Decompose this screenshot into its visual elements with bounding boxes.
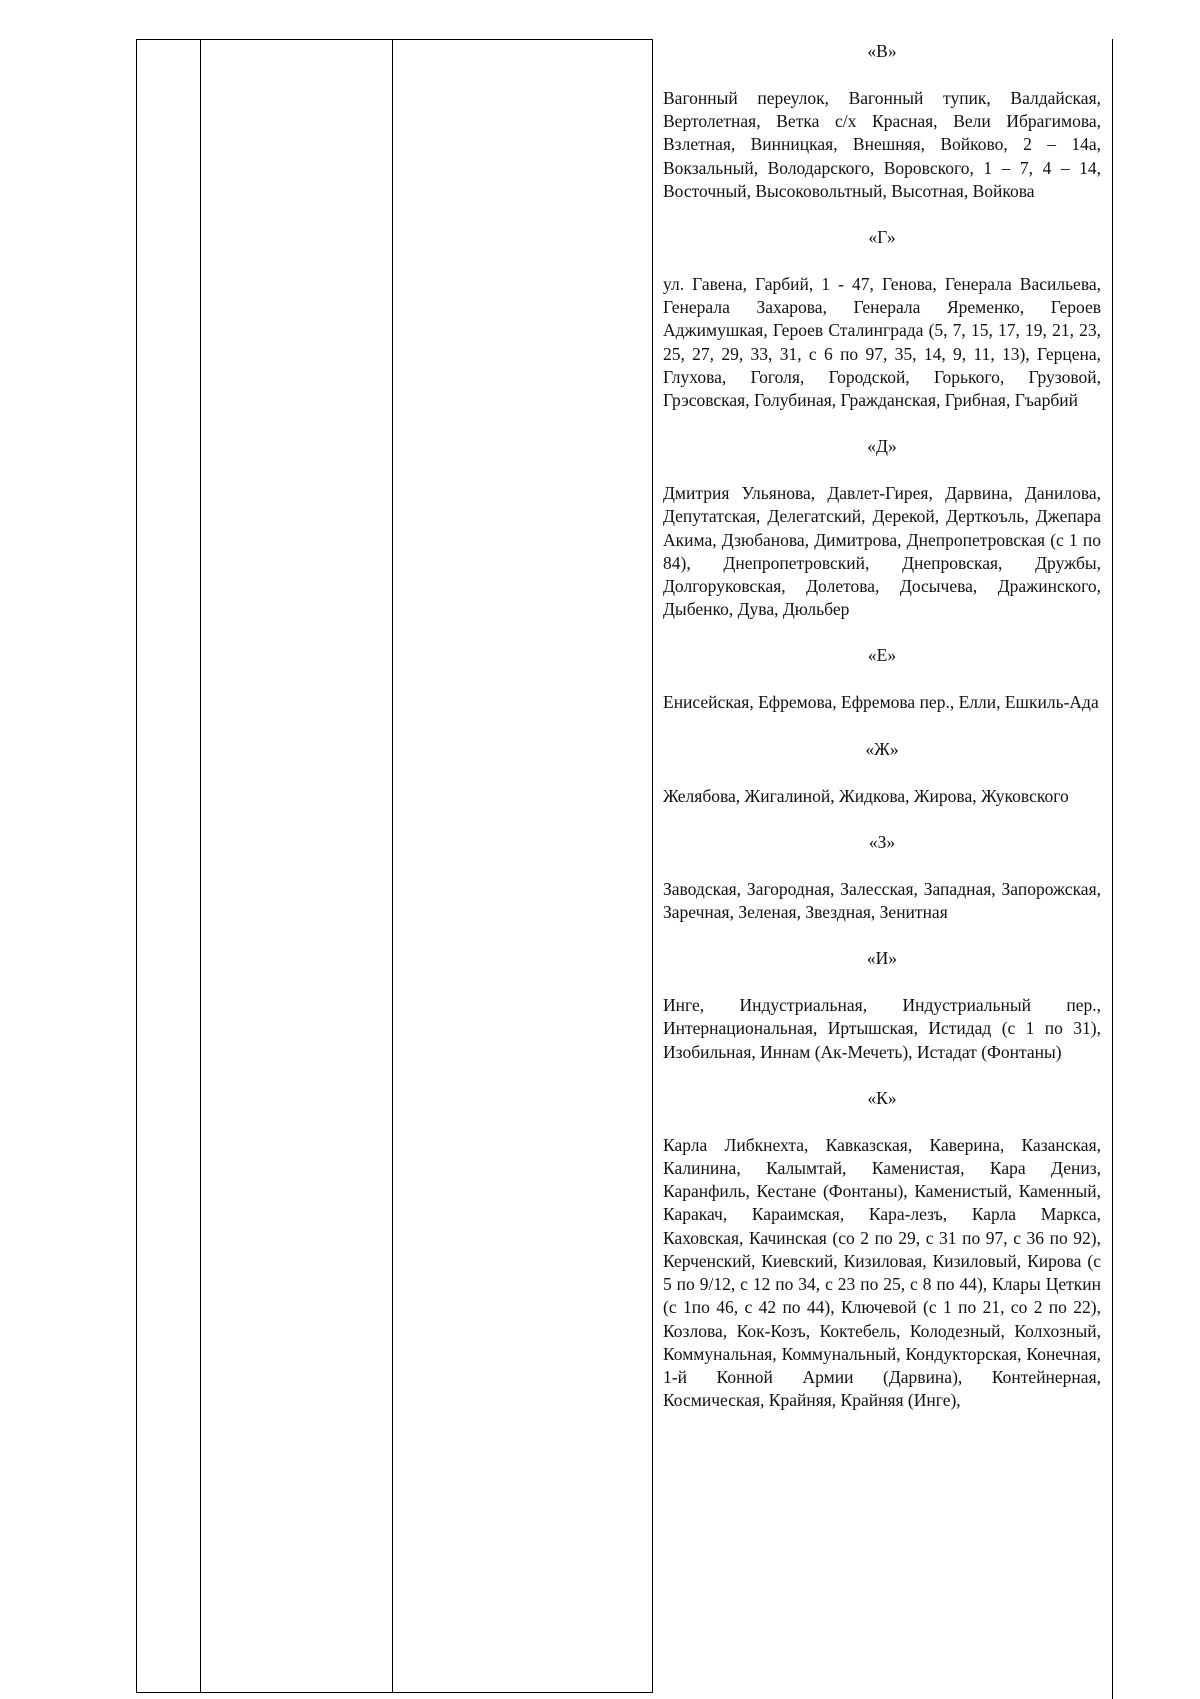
table-col2-divider (392, 39, 393, 1692)
streets-column (663, 39, 1101, 1412)
section-letter-heading: «Ж» (865, 738, 899, 759)
section-letter-heading: «З» (868, 831, 896, 852)
section-e (663, 643, 1101, 714)
section-zh (663, 737, 1101, 808)
street-list: Дмитрия Ульянова, Давлет-Гирея, Дарвина, Данилова, Депутатская, Делегатский, Дерекой, Дерткоъль, Джепара Акима, Дзюбанова, Димитрова, Днепропетровская (с 1 по 84), Днепропетровский, Днепровская, Дружбы, Долгоруковская, Долетова, Досычева, Дражинского, Дыбенко, Дува, Дюльбер (663, 483, 1101, 620)
section-z (663, 830, 1101, 924)
street-list: ул. Гавена, Гарбий, 1 - 47, Генова, Генерала Васильева, Генерала Захарова, Генерала Яременко, Героев Аджимушкая, Героев Сталинграда (5, 7, 15, 17, 19, 21, 23, 25, 27, 29, 33, 31, с 6 по 97, 35, 14, 9, 11, 13), Герцена, Глухова, Гоголя, Городской, Горького, Грузовой, Грэсовская, Голубиная, Гражданская, Грибная, Гъарбий (663, 274, 1101, 411)
street-list: Енисейская, Ефремова, Ефремова пер., Елли, Ешкиль-Ада (663, 692, 1099, 713)
street-list: Заводская, Загородная, Залесская, Западная, Запорожская, Заречная, Зеленая, Звездная, Зенитная (663, 878, 1101, 923)
section-letter-heading: «Е» (867, 645, 897, 666)
section-d (663, 434, 1101, 621)
street-list: Желябова, Жигалиной, Жидкова, Жирова, Жуковского (663, 785, 1069, 806)
table-col1-divider (200, 39, 201, 1692)
table-right-border (1112, 39, 1113, 1699)
table-bottom-border (136, 1692, 653, 1693)
table-col3-divider (652, 39, 653, 1692)
section-letter-heading: «Д» (867, 436, 897, 457)
section-g (663, 225, 1101, 412)
table-top-border (136, 39, 653, 40)
street-list: Инге, Индустриальная, Индустриальный пер., Интернациональная, Иртышская, Истидад (с 1 по 31), Изобильная, Иннам (Ак-Мечеть), Истадат (Фонтаны) (663, 995, 1101, 1062)
street-list: Карла Либкнехта, Кавказская, Каверина, Казанская, Калинина, Калымтай, Каменистая, Кара Дениз, Каранфиль, Кестане (Фонтаны), Каменистый, Каменный, Каракач, Караимская, Кара-лезъ, Карла Маркса, Каховская, Качинская (со 2 по 29, с 31 по 97, с 36 по 92), Керченский, Киевский, Кизиловая, Кизиловый, Кирова (с 5 по 9/12, с 12 по 34, с 23 по 25, с 8 по 44), Клары Цеткин (с 1по 46, с 42 по 44), Ключевой (с 1 по 21, со 2 по 22), Козлова, Кок-Козъ, Коктебель, Колодезный, Колхозный, Коммунальная, Коммунальный, Кондукторская, Конечная, 1-й Конной Армии (Дарвина), Контейнерная, Космическая, Крайняя, Крайняя (Инге), (663, 1134, 1101, 1411)
section-k (663, 1086, 1101, 1412)
section-letter-heading: «Г» (868, 227, 896, 248)
section-letter-heading: «И» (866, 948, 898, 969)
section-letter-heading: «В» (867, 41, 897, 61)
section-v (663, 39, 1101, 203)
table-left-border (136, 39, 137, 1692)
street-list: Вагонный переулок, Вагонный тупик, Валдайская, Вертолетная, Ветка с/х Красная, Вели Ибрагимова, Взлетная, Винницкая, Внешняя, Войково, 2 – 14а, Вокзальный, Володарского, Воровского, 1 – 7, 4 – 14, Восточный, Высоковольтный, Высотная, Войкова (663, 88, 1101, 201)
section-letter-heading: «К» (867, 1087, 897, 1108)
section-i (663, 946, 1101, 1064)
